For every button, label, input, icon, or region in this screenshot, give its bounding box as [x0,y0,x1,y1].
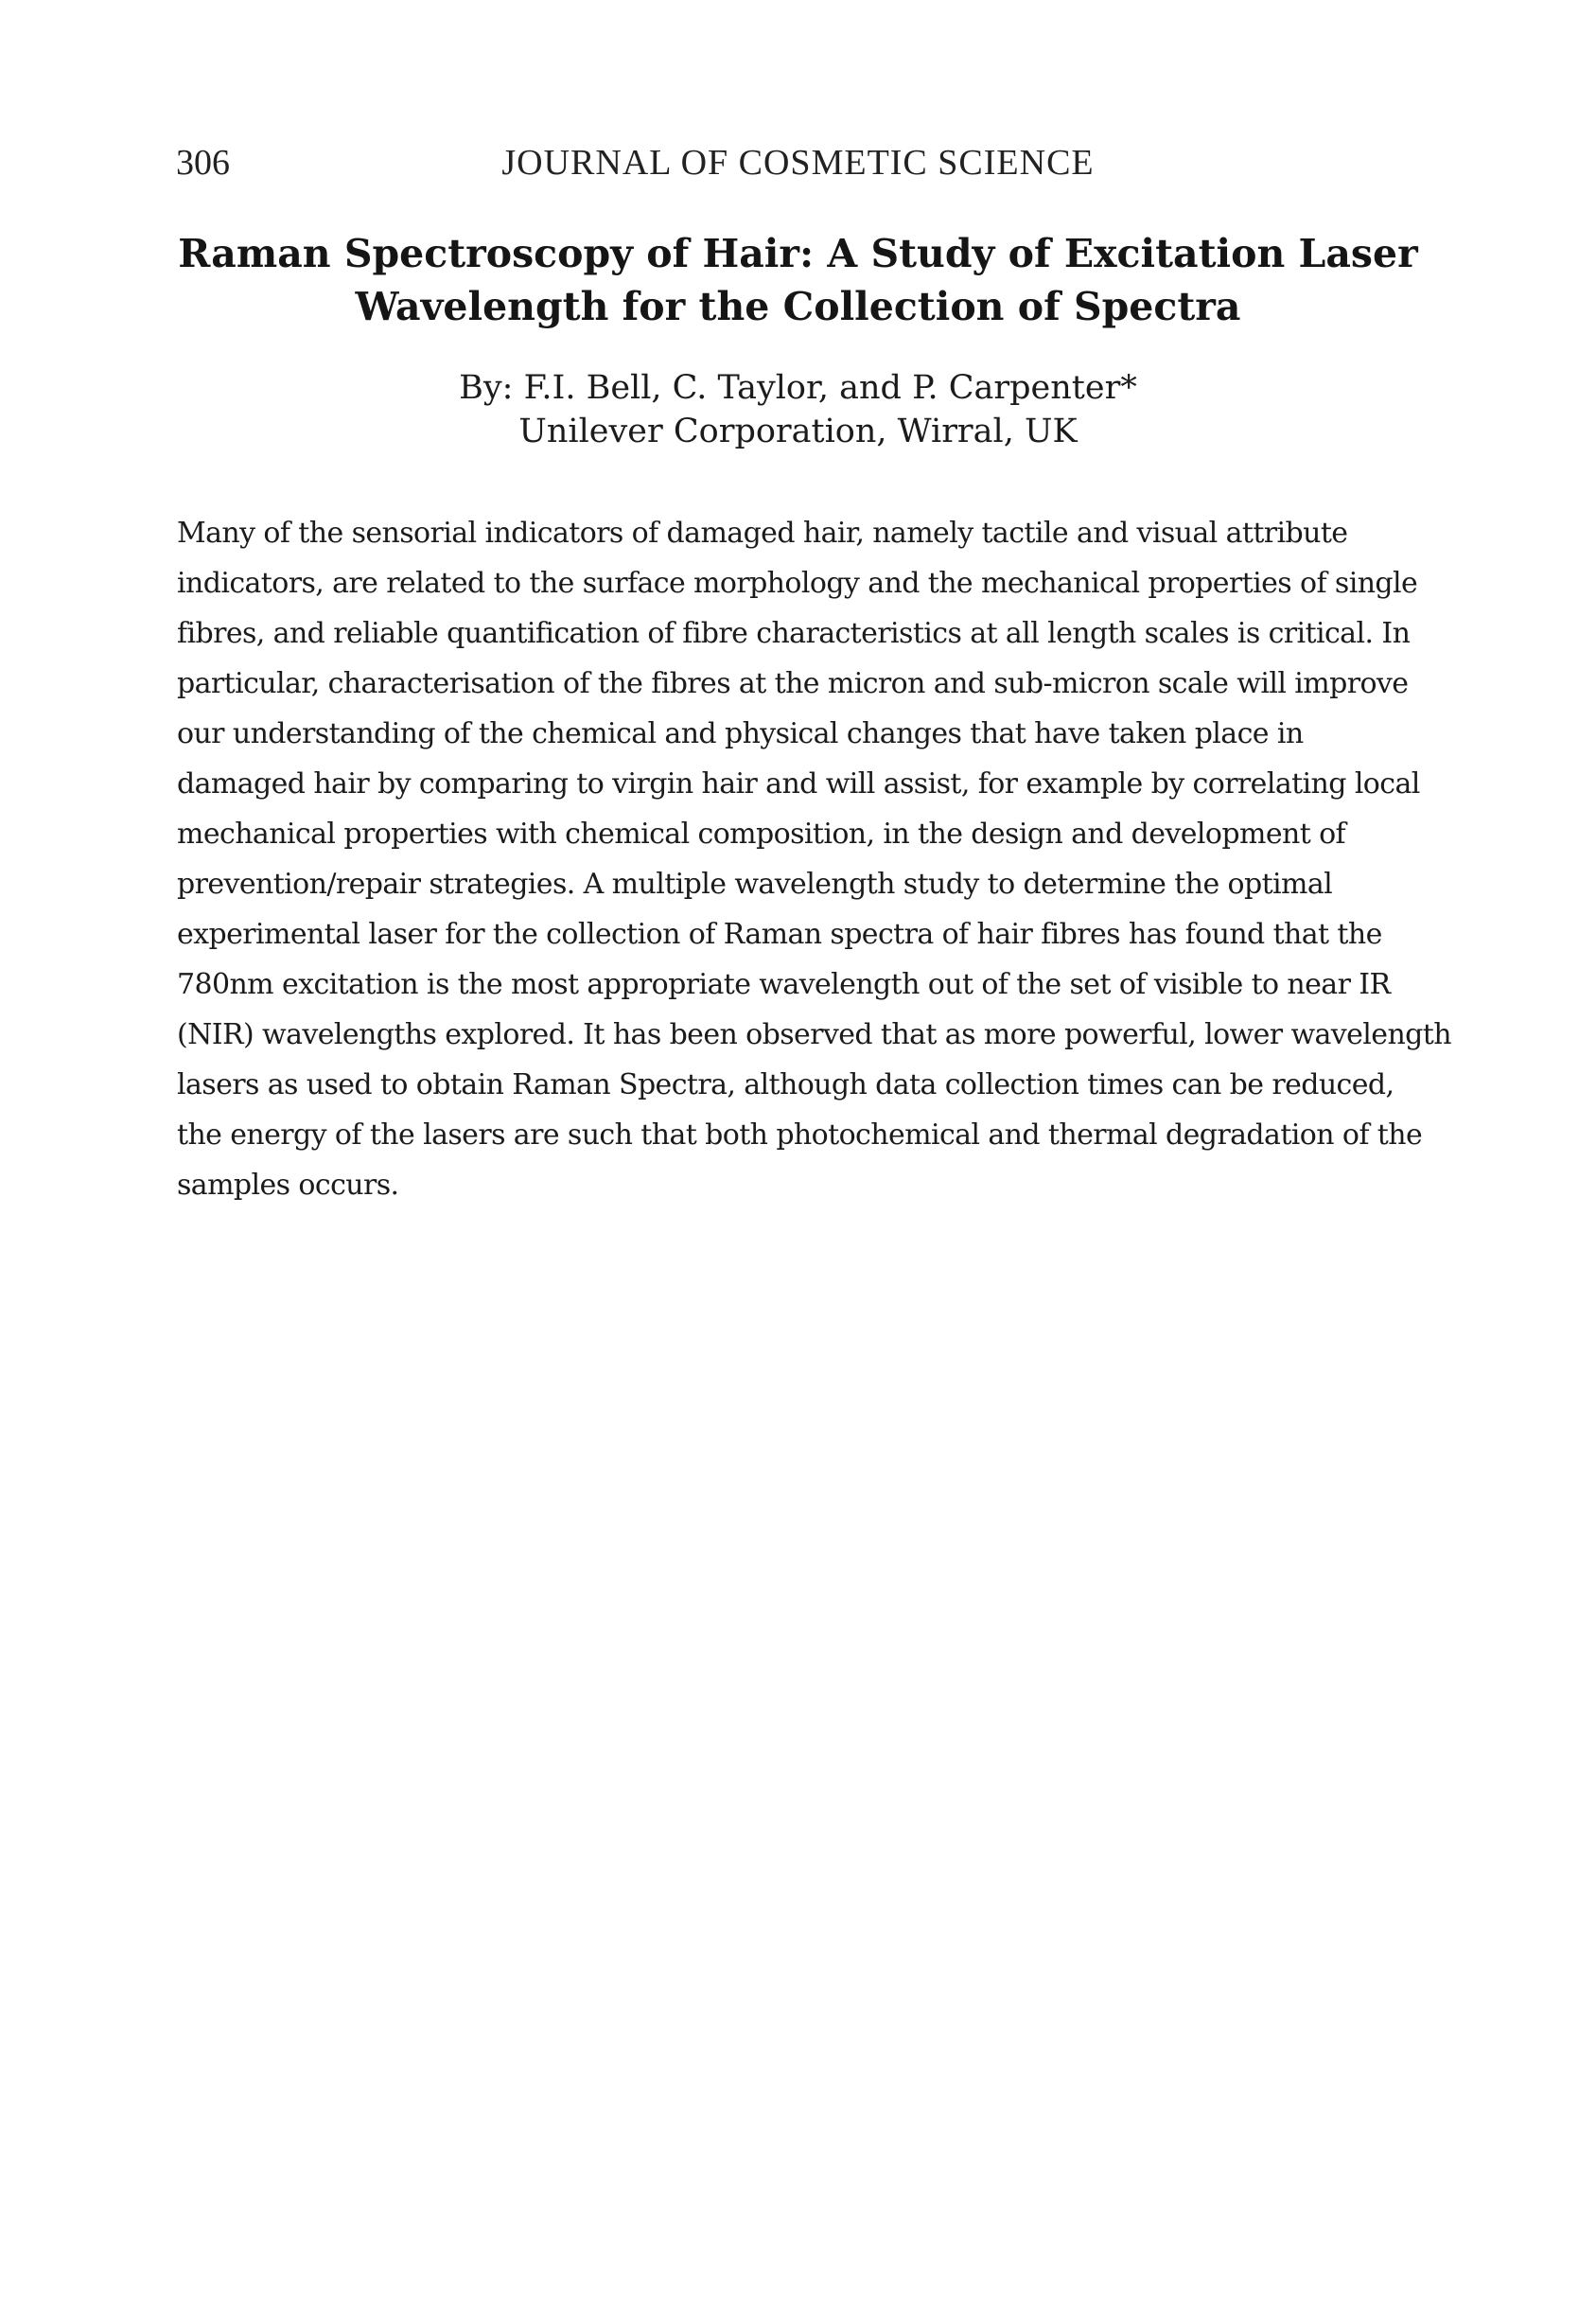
abstract-line: prevention/repair strategies. A multiple wavelength study to determine the optimal [177,868,1333,901]
abstract-line: lasers as used to obtain Raman Spectra, although data collection times can be reduced, [177,1068,1394,1101]
abstract-line: the energy of the lasers are such that both photochemical and thermal degradation of the [177,1118,1423,1152]
page-number: 306 [176,143,230,183]
article-title-line-1: Raman Spectroscopy of Hair: A Study of Excitation Laser [178,231,1418,276]
abstract-line: (NIR) wavelengths explored. It has been observed that as more powerful, lower wavelength [177,1018,1451,1051]
abstract-line: indicators, are related to the surface morphology and the mechanical properties of single [177,567,1418,600]
abstract-line: experimental laser for the collection of Raman spectra of hair fibres has found that the [177,918,1382,951]
abstract-line: our understanding of the chemical and physical changes that have taken place in [177,717,1304,750]
article-title [0,227,1596,333]
abstract-line: fibres, and reliable quantification of fibre characteristics at all length scales is critical. In [177,617,1411,650]
author-affiliation: Unilever Corporation, Wirral, UK [518,413,1078,450]
byline-block [0,366,1596,453]
abstract-line: mechanical properties with chemical composition, in the design and development of [177,818,1346,851]
journal-title: JOURNAL OF COSMETIC SCIENCE [501,143,1095,183]
abstract-line: 780nm excitation is the most appropriate wavelength out of the set of visible to near IR [177,968,1391,1001]
abstract-line: samples occurs. [177,1169,399,1202]
abstract-line: Many of the sensorial indicators of damaged hair, namely tactile and visual attribute [177,517,1348,550]
abstract-line: damaged hair by comparing to virgin hair and will assist, for example by correlating local [177,767,1420,801]
article-title-line-2: Wavelength for the Collection of Spectra [355,284,1241,329]
abstract-paragraph [177,508,1558,1210]
running-head [0,140,1596,185]
author-byline: By: F.I. Bell, C. Taylor, and P. Carpenter* [459,369,1137,407]
abstract-line: particular, characterisation of the fibres at the micron and sub-micron scale will improve [177,667,1409,700]
